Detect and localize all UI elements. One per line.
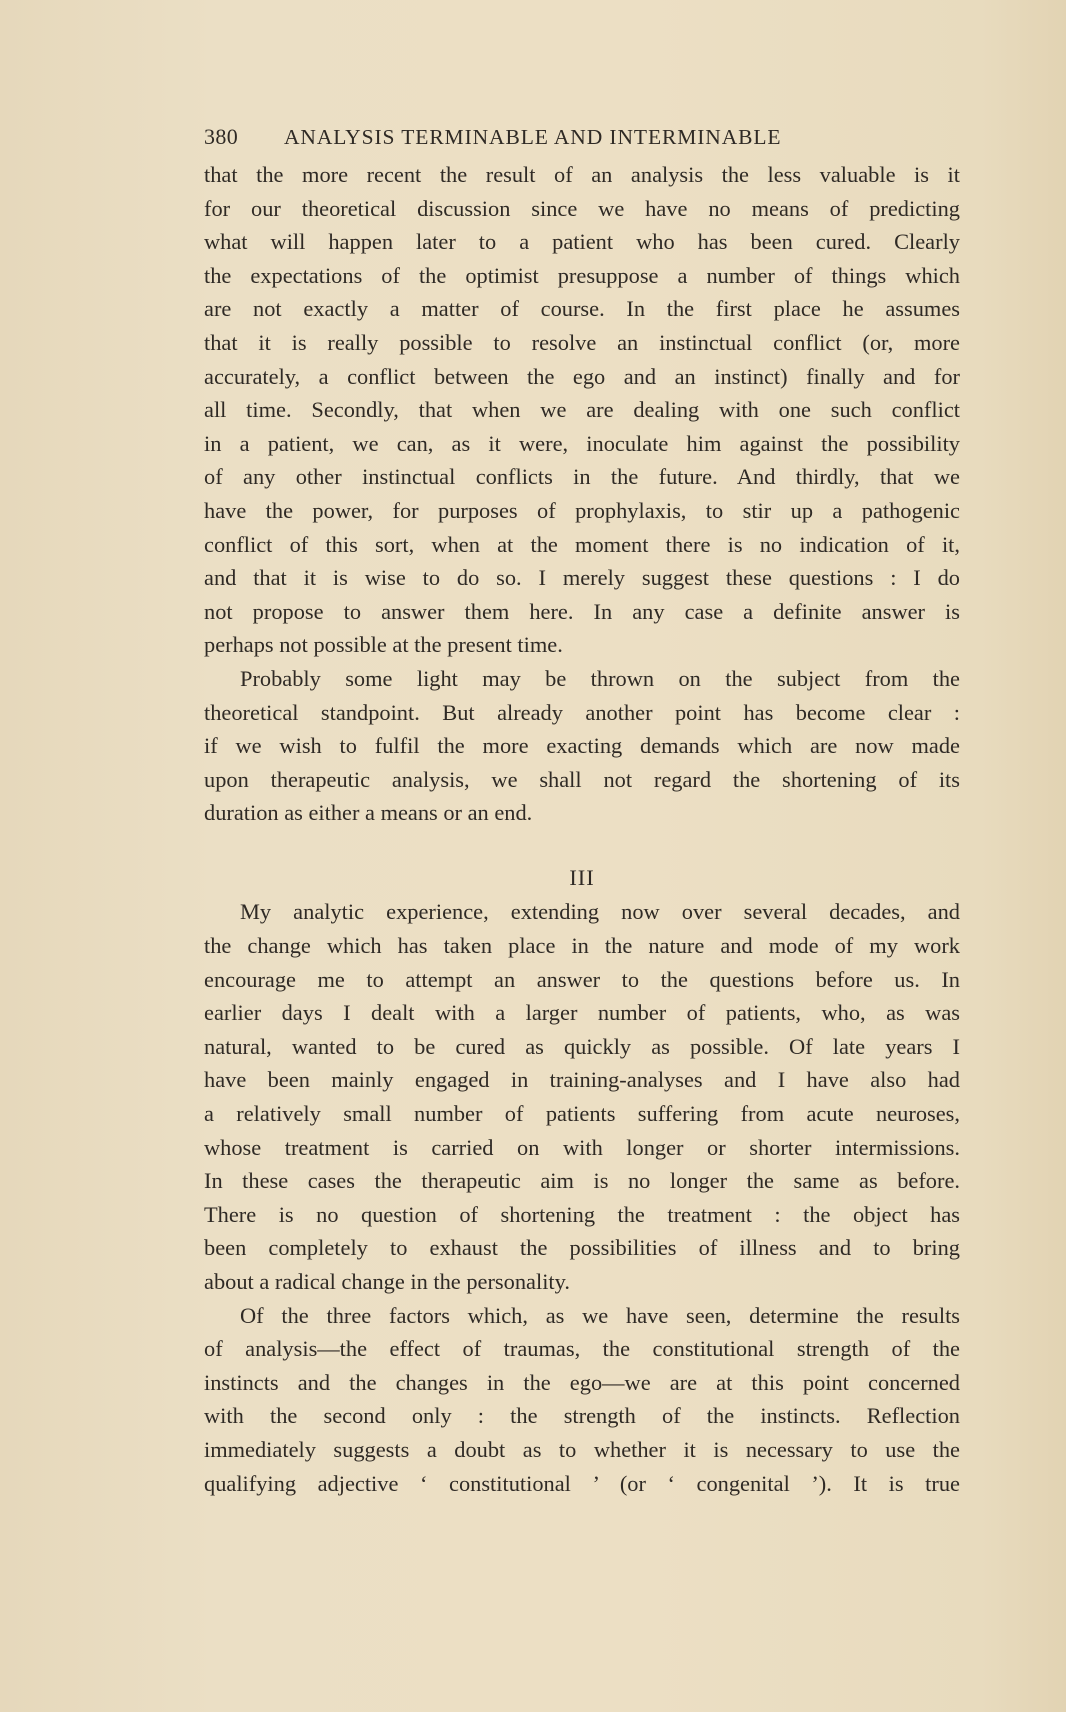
- text-line: instincts and the changes in the ego—we are at this point concerned: [204, 1369, 960, 1395]
- text-line: that it is really possible to resolve an instinctual conflict (or, more: [204, 329, 960, 355]
- text-line: the change which has taken place in the nature and mode of my work: [204, 933, 960, 959]
- paragraph: [204, 895, 960, 1298]
- text-line: a relatively small number of patients suffering from acute neuroses,: [204, 1101, 960, 1127]
- text-line: of any other instinctual conflicts in the future. And thirdly, that we: [204, 464, 960, 490]
- text-line: In these cases the therapeutic aim is no longer the same as before.: [204, 1168, 960, 1194]
- text-line: Probably some light may be thrown on the subject from the: [240, 665, 960, 691]
- text-line: duration as either a means or an end.: [204, 800, 533, 826]
- text-line: encourage me to attempt an answer to the questions before us. In: [204, 966, 960, 992]
- text-line: whose treatment is carried on with longer or shorter intermissions.: [204, 1134, 960, 1160]
- page-text-block: [204, 120, 960, 1500]
- paragraph: [204, 1299, 960, 1501]
- text-line: what will happen later to a patient who has been cured. Clearly: [204, 229, 960, 255]
- text-line: have been mainly engaged in training-analyses and I have also had: [204, 1067, 960, 1093]
- text-line: accurately, a conflict between the ego and an instinct) finally and for: [204, 363, 960, 389]
- page-number: 380: [204, 124, 239, 149]
- paragraph: [204, 662, 960, 830]
- text-line: conflict of this sort, when at the moment there is no indication of it,: [204, 531, 960, 557]
- text-line: not propose to answer them here. In any case a definite answer is: [204, 598, 960, 624]
- text-line: with the second only : the strength of the instincts. Reflection: [204, 1403, 960, 1429]
- text-line: perhaps not possible at the present time.: [204, 632, 563, 658]
- text-line: immediately suggests a doubt as to whether it is necessary to use the: [204, 1436, 960, 1462]
- text-line: for our theoretical discussion since we have no means of predicting: [204, 195, 960, 221]
- text-line: There is no question of shortening the treatment : the object has: [204, 1201, 960, 1227]
- text-line: natural, wanted to be cured as quickly as possible. Of late years I: [204, 1033, 960, 1059]
- text-line: have the power, for purposes of prophylaxis, to stir up a pathogenic: [204, 497, 960, 523]
- text-line: and that it is wise to do so. I merely suggest these questions : I do: [204, 565, 960, 591]
- text-line: earlier days I dealt with a larger number of patients, who, as was: [204, 1000, 960, 1026]
- section-heading: III: [569, 864, 595, 890]
- running-head: [204, 120, 960, 158]
- text-line: Of the three factors which, as we have seen, determine the results: [240, 1302, 960, 1328]
- text-line: the expectations of the optimist presuppose a number of things which: [204, 262, 960, 288]
- text-line: My analytic experience, extending now over several decades, and: [240, 899, 960, 925]
- text-line: that the more recent the result of an analysis the less valuable is it: [204, 162, 960, 187]
- text-line: of analysis—the effect of traumas, the constitutional strength of the: [204, 1336, 960, 1362]
- text-line: are not exactly a matter of course. In the first place he assumes: [204, 296, 960, 322]
- text-line: all time. Secondly, that when we are dealing with one such conflict: [204, 397, 960, 423]
- text-line: about a radical change in the personality.: [204, 1269, 570, 1294]
- text-line: if we wish to fulfil the more exacting demands which are now made: [204, 733, 960, 759]
- text-line: upon therapeutic analysis, we shall not regard the shortening of its: [204, 766, 960, 792]
- text-line: in a patient, we can, as it were, inoculate him against the possibility: [204, 430, 960, 456]
- text-line: theoretical standpoint. But already another point has become clear :: [204, 699, 960, 725]
- text-line: qualifying adjective ‘ constitutional ’ (or ‘ congenital ’). It is true: [204, 1470, 960, 1496]
- running-title: ANALYSIS TERMINABLE AND INTERMINABLE: [284, 125, 782, 149]
- paragraph-continuation: [204, 158, 960, 662]
- text-line: been completely to exhaust the possibilities of illness and to bring: [204, 1235, 960, 1261]
